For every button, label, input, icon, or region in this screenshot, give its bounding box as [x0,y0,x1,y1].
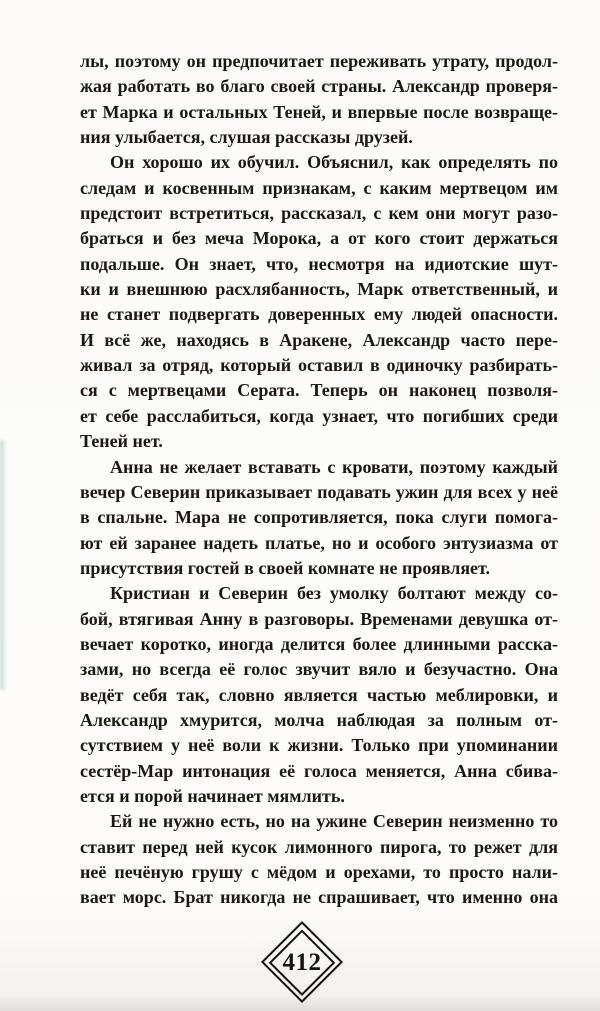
page-number: 412 [282,948,322,975]
text-line: ведёт себя так, словно является частью меблировки, и [80,684,558,705]
text-line: следам и косвенным признакам, с каким мертвецом им [80,177,558,198]
text-line: Анна не желает вставать с кровати, поэтому каждый [110,456,558,477]
text-line: Он хорошо их обучил. Объяснил, как определять по [110,152,558,173]
text-line: ся с мертвецами Серата. Теперь он наконец позволя- [80,380,558,401]
text-line: И всё же, находясь в Аракене, Александр часто пере- [80,329,558,350]
text-line: жая работать во благо своей страны. Александр проверя- [80,76,558,97]
text-line: не станет подвергать доверенных ему людей опасности. [80,304,558,325]
text-line: ет Марка и остальных Теней, и впервые после возвраще- [80,101,558,122]
text-line: Теней нет. [80,431,163,452]
text-line: вает морс. Брат никогда не спрашивает, что именно она [80,887,558,908]
text-line: лы, поэтому он предпочитает переживать утрату, продол- [80,51,558,71]
text-line: вечер Северин приказывает подавать ужин для всех у неё [80,481,558,502]
text-line: вечает коротко, иногда делится более длинными расска- [80,633,558,654]
text-line: живал за отряд, который оставил в одиночку разбирать- [80,355,558,376]
text-line: неё печёную грушу с мёдом и орехами, то просто нали- [80,862,558,882]
text-line: ется и порой начинает мямлить. [80,785,345,806]
text-line: Ей не нужно есть, но на ужине Северин неизменно то [110,811,558,832]
scan-edge-artifact [0,440,7,690]
text-line: сутствием у неё воли к жизни. Только при упоминании [80,735,558,756]
text-line: ставит перед ней кусок лимонного пирога, то режет для [80,836,558,857]
text-line: в спальне. Мара не сопротивляется, пока слуги помога- [80,507,558,528]
text-line: ет себе расслабиться, когда узнает, что погибших среди [80,405,558,426]
text-line: ния улыбается, слушая рассказы друзей. [80,127,413,148]
text-line: ки и внешнюю расхлябанность, Марк ответственный, и [80,279,558,300]
text-line: сестёр-Мар интонация её голоса меняется, Анна сбива- [80,760,558,781]
text-line: предстоит встретиться, рассказал, с кем они могут разо- [80,203,558,224]
page-number-ornament-inner [269,929,335,995]
text-line: ют ей заранее надеть платье, но и особого энтузиазма от [80,532,558,553]
text-line: подальше. Он знает, что, несмотря на идиотские шут- [80,253,558,274]
text-line: Кристиан и Северин без умолку болтают между со- [110,583,558,604]
text-line: бой, втягивая Анну в разговоры. Временами девушка от- [80,608,558,629]
text-line: браться и без меча Морока, а от кого стоит держаться [80,228,558,249]
body-text [80,49,558,911]
text-line: Александр хмурится, молча наблюдая за полным от- [80,709,558,730]
text-line: присутствия гостей в своей комнате не проявляет. [80,557,491,578]
page-number-ornament [261,921,343,1003]
text-line: зами, но всегда её голос звучит вяло и безучастно. Она [80,659,558,680]
